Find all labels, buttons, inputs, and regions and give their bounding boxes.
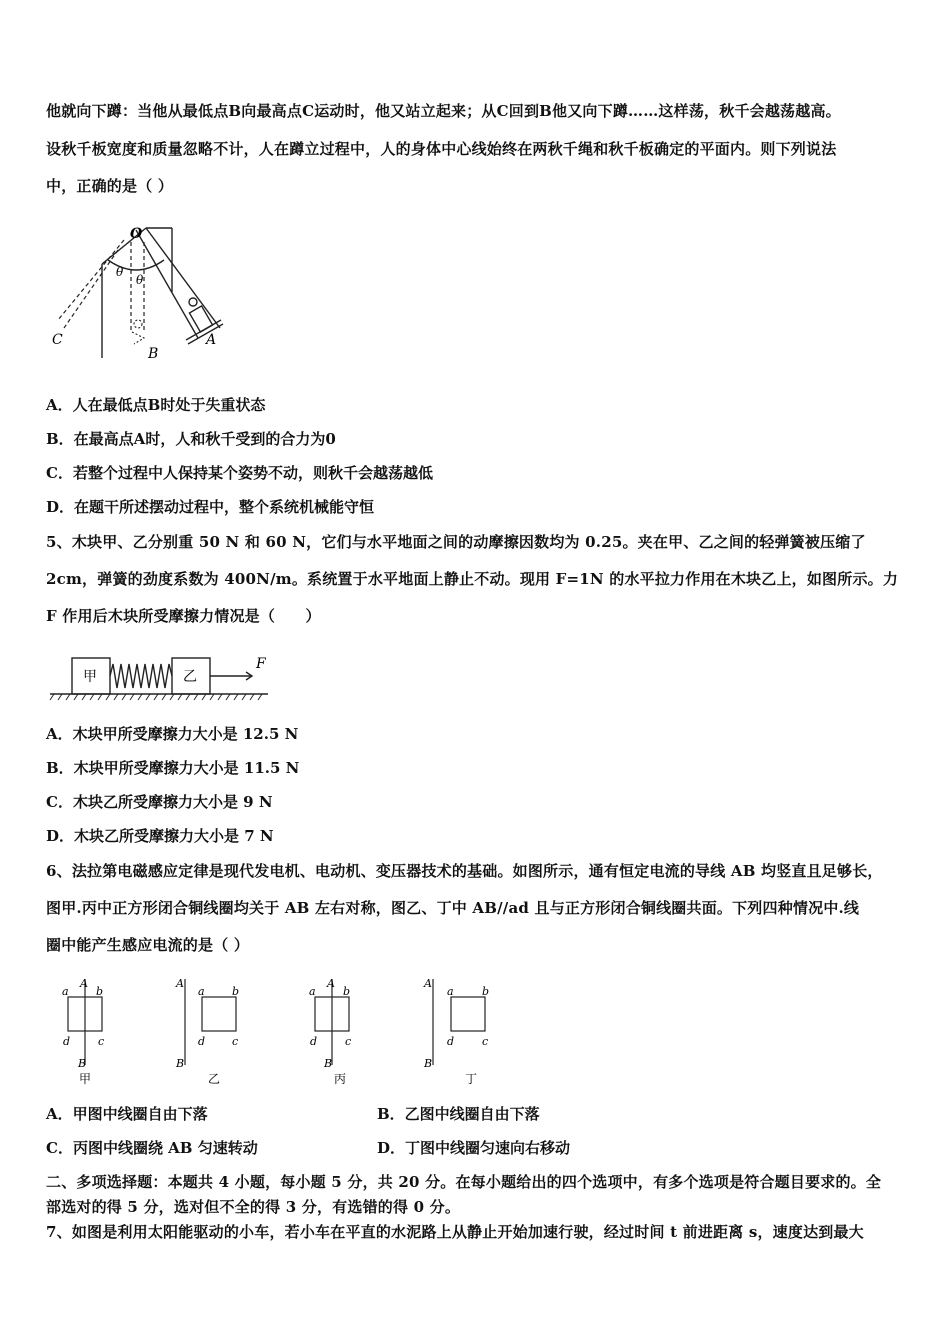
q5-stem-line-1: 5、木块甲、乙分别重 50 N 和 60 N，它们与水平地面之间的动摩擦因数均为 0.25。夹在甲、乙之间的轻弹簧被压缩了 xyxy=(46,533,866,551)
figure-yi xyxy=(175,977,239,1086)
fig-bing-A: A xyxy=(327,977,335,990)
fig-jia-B: B xyxy=(78,1057,87,1070)
section2-line-1: 二、多项选择题：本题共 4 小题，每小题 5 分，共 20 分。在每小题给出的四个选项中，有多个选项是符合题目要求的。全 xyxy=(46,1173,882,1191)
q5-option-c[interactable]: C．木块乙所受摩擦力大小是 9 N xyxy=(46,793,273,811)
q5-stem-line-3: F 作用后木块所受摩擦力情况是（ ） xyxy=(46,607,321,625)
coil-figures xyxy=(56,975,506,1090)
q6-option-a[interactable]: A．甲图中线圈自由下落 xyxy=(46,1105,208,1123)
fig-ding-c: c xyxy=(482,1035,489,1048)
q4-stem-line-1: 他就向下蹲：当他从最低点B向最高点C运动时，他又站立起来；从C回到B他又向下蹲……这样荡，秋千会越荡越高。 xyxy=(46,102,841,120)
fig-ding-A: A xyxy=(424,977,432,990)
section2-line-2: 部选对的得 5 分，选对但不全的得 3 分，有选错的得 0 分。 xyxy=(46,1198,461,1216)
block-jia-label: 甲 xyxy=(83,669,97,685)
q6-stem-line-3: 圈中能产生感应电流的是（ ） xyxy=(46,936,250,954)
force-label: F xyxy=(256,656,266,672)
fig-ding-a: a xyxy=(447,985,454,998)
fig-bing-b: b xyxy=(343,985,351,998)
fig-ding-d: d xyxy=(447,1035,455,1048)
q5-option-b[interactable]: B．木块甲所受摩擦力大小是 11.5 N xyxy=(46,759,300,777)
fig-jia-d: d xyxy=(63,1035,71,1048)
q6-stem-line-1: 6、法拉第电磁感应定律是现代发电机、电动机、变压器技术的基础。如图所示，通有恒定电流的导线 AB 均竖直且足够长， xyxy=(46,862,883,880)
q5-option-d[interactable]: D．木块乙所受摩擦力大小是 7 N xyxy=(46,827,274,845)
q6-stem-line-2: 图甲.丙中正方形闭合铜线圈均关于 AB 左右对称，图乙、丁中 AB//ad 且与正方形闭合铜线圈共面。下列四种情况中.线 xyxy=(46,899,860,917)
fig-bing-c: c xyxy=(345,1035,352,1048)
q4-option-c[interactable]: C．若整个过程中人保持某个姿势不动，则秋千会越荡越低 xyxy=(46,464,433,482)
q6-option-d[interactable]: D．丁图中线圈匀速向右移动 xyxy=(377,1139,571,1157)
q4-option-d[interactable]: D．在题干所述摆动过程中，整个系统机械能守恒 xyxy=(46,498,375,516)
fig-ding-b: b xyxy=(482,985,490,998)
fig-jia-c: c xyxy=(98,1035,105,1048)
q4-stem-line-2: 设秋千板宽度和质量忽略不计，人在蹲立过程中，人的身体中心线始终在两秋千绳和秋千板确定的平面内。则下列说法 xyxy=(46,140,837,158)
label-a: A xyxy=(206,332,217,348)
label-b: B xyxy=(148,346,159,362)
q4-option-a[interactable]: A．人在最低点B时处于失重状态 xyxy=(46,396,266,414)
fig-bing-caption: 丙 xyxy=(334,1072,347,1086)
fig-bing-B: B xyxy=(324,1057,333,1070)
figure-ding xyxy=(423,977,489,1086)
fig-ding-B: B xyxy=(424,1057,433,1070)
q7-stem-line-1: 7、如图是利用太阳能驱动的小车，若小车在平直的水泥路上从静止开始加速行驶，经过时间 t 前进距离 s，速度达到最大 xyxy=(46,1223,864,1241)
q6-option-c[interactable]: C．丙图中线圈绕 AB 匀速转动 xyxy=(46,1139,258,1157)
fig-yi-A: A xyxy=(176,977,184,990)
fig-ding-caption: 丁 xyxy=(465,1072,478,1086)
figure-jia xyxy=(62,977,104,1086)
fig-bing-a: a xyxy=(309,985,316,998)
q4-stem-line-3: 中，正确的是（ ） xyxy=(46,177,174,195)
label-c: C xyxy=(52,332,63,348)
label-theta-2: θ xyxy=(136,273,144,287)
label-theta-1: θ xyxy=(116,265,124,279)
fig-jia-caption: 甲 xyxy=(79,1072,92,1086)
fig-yi-c: c xyxy=(232,1035,239,1048)
fig-yi-caption: 乙 xyxy=(208,1072,221,1086)
spring-blocks-figure xyxy=(46,648,276,708)
fig-yi-a: a xyxy=(198,985,205,998)
fig-yi-b: b xyxy=(232,985,240,998)
fig-jia-b: b xyxy=(96,985,104,998)
label-o: O xyxy=(130,226,143,242)
fig-yi-B: B xyxy=(176,1057,185,1070)
swing-figure xyxy=(46,220,236,365)
q5-option-a[interactable]: A．木块甲所受摩擦力大小是 12.5 N xyxy=(46,725,299,743)
figure-bing xyxy=(309,977,351,1086)
fig-yi-d: d xyxy=(198,1035,206,1048)
q6-option-b[interactable]: B．乙图中线圈自由下落 xyxy=(377,1105,540,1123)
q5-stem-line-2: 2cm，弹簧的劲度系数为 400N/m。系统置于水平地面上静止不动。现用 F=1N 的水平拉力作用在木块乙上，如图所示。力 xyxy=(46,570,899,588)
fig-jia-a: a xyxy=(62,985,69,998)
fig-bing-d: d xyxy=(310,1035,318,1048)
block-yi-label: 乙 xyxy=(183,669,197,685)
fig-jia-A: A xyxy=(80,977,88,990)
q4-option-b[interactable]: B．在最高点A时，人和秋千受到的合力为0 xyxy=(46,430,336,448)
